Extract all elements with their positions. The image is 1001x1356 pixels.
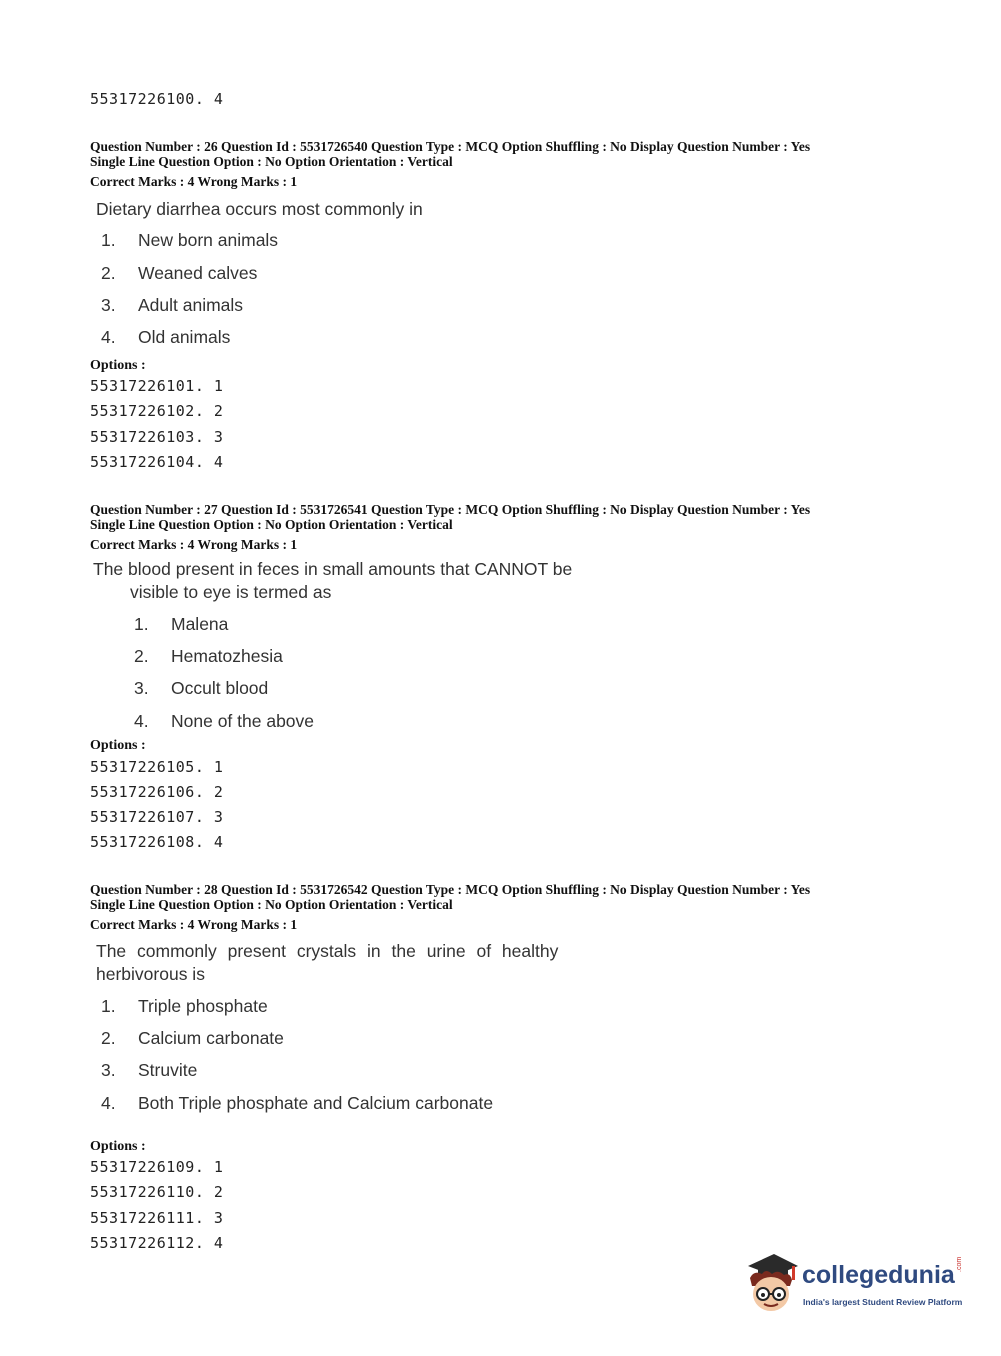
answer-choice bbox=[134, 678, 268, 699]
options-label: Options : bbox=[90, 738, 146, 753]
options-label: Options : bbox=[90, 1139, 146, 1154]
question-meta: Question Number : 27 Question Id : 5531726541 Question Type : MCQ Option Shuffling : No Display Question Number : Yes bbox=[90, 502, 811, 517]
choice-number: 2. bbox=[101, 263, 116, 283]
answer-choice bbox=[101, 263, 257, 284]
choice-number: 3. bbox=[101, 1060, 116, 1080]
choice-text: New born animals bbox=[138, 230, 279, 250]
question-text: The blood present in feces in small amounts that CANNOT be bbox=[93, 559, 573, 579]
answer-choice bbox=[134, 646, 283, 667]
option-id: 55317226106. 2 bbox=[90, 783, 224, 801]
question-marks: Correct Marks : 4 Wrong Marks : 1 bbox=[90, 917, 298, 932]
answer-choice bbox=[101, 295, 243, 316]
logo-wordmark: collegedunia bbox=[802, 1261, 955, 1289]
answer-choice bbox=[101, 230, 278, 251]
option-id: 55317226112. 4 bbox=[90, 1234, 224, 1252]
logo-com: .com bbox=[956, 1256, 963, 1272]
option-id: 55317226104. 4 bbox=[90, 453, 224, 471]
question-meta-line2: Single Line Question Option : No Option Orientation : Vertical bbox=[90, 517, 453, 532]
question-meta: Question Number : 28 Question Id : 5531726542 Question Type : MCQ Option Shuffling : No Display Question Number : Yes bbox=[90, 882, 811, 897]
question-marks: Correct Marks : 4 Wrong Marks : 1 bbox=[90, 537, 298, 552]
choice-text: Triple phosphate bbox=[138, 996, 268, 1016]
question-meta-line2: Single Line Question Option : No Option Orientation : Vertical bbox=[90, 897, 453, 912]
choice-text: Calcium carbonate bbox=[138, 1028, 284, 1048]
choice-number: 3. bbox=[101, 295, 116, 315]
option-id: 55317226111. 3 bbox=[90, 1209, 224, 1227]
answer-choice bbox=[134, 614, 228, 635]
answer-choice bbox=[101, 1028, 284, 1049]
answer-choice bbox=[101, 1060, 197, 1081]
option-id: 55317226103. 3 bbox=[90, 428, 224, 446]
options-label: Options : bbox=[90, 358, 146, 373]
question-text: Dietary diarrhea occurs most commonly in bbox=[96, 199, 423, 219]
question-text: The commonly present crystals in the urine of healthy bbox=[96, 941, 559, 961]
choice-number: 4. bbox=[101, 1093, 116, 1113]
choice-text: Both Triple phosphate and Calcium carbonate bbox=[138, 1093, 494, 1113]
choice-text: Hematozhesia bbox=[171, 646, 283, 666]
choice-number: 3. bbox=[134, 678, 149, 698]
question-text-line2: herbivorous is bbox=[96, 964, 205, 984]
choice-number: 4. bbox=[101, 327, 116, 347]
choice-number: 1. bbox=[134, 614, 149, 634]
mascot-icon bbox=[740, 1250, 802, 1316]
question-marks: Correct Marks : 4 Wrong Marks : 1 bbox=[90, 174, 298, 189]
question-meta: Question Number : 26 Question Id : 5531726540 Question Type : MCQ Option Shuffling : No Display Question Number : Yes bbox=[90, 139, 811, 154]
choice-text: Adult animals bbox=[138, 295, 244, 315]
logo-tagline: India's largest Student Review Platform bbox=[803, 1297, 963, 1307]
choice-text: Malena bbox=[171, 614, 229, 634]
question-meta-line2: Single Line Question Option : No Option Orientation : Vertical bbox=[90, 154, 453, 169]
option-id: 55317226107. 3 bbox=[90, 808, 224, 826]
question-text-line2: visible to eye is termed as bbox=[130, 582, 332, 602]
choice-number: 1. bbox=[101, 996, 116, 1016]
option-id: 55317226105. 1 bbox=[90, 758, 224, 776]
choice-text: Struvite bbox=[138, 1060, 198, 1080]
option-id: 55317226102. 2 bbox=[90, 402, 224, 420]
answer-choice bbox=[101, 996, 268, 1017]
option-id: 55317226101. 1 bbox=[90, 377, 224, 395]
choice-text: Occult blood bbox=[171, 678, 269, 698]
choice-text: Weaned calves bbox=[138, 263, 258, 283]
option-id: 55317226109. 1 bbox=[90, 1158, 224, 1176]
answer-choice bbox=[134, 711, 314, 732]
option-id: 55317226110. 2 bbox=[90, 1183, 224, 1201]
collegedunia-logo bbox=[740, 1250, 970, 1320]
choice-number: 1. bbox=[101, 230, 116, 250]
choice-number: 2. bbox=[101, 1028, 116, 1048]
choice-number: 2. bbox=[134, 646, 149, 666]
option-id: 55317226108. 4 bbox=[90, 833, 224, 851]
answer-choice bbox=[101, 327, 230, 348]
answer-choice bbox=[101, 1093, 493, 1114]
choice-text: Old animals bbox=[138, 327, 231, 347]
choice-number: 4. bbox=[134, 711, 149, 731]
choice-text: None of the above bbox=[171, 711, 315, 731]
option-id: 55317226100. 4 bbox=[90, 90, 224, 108]
